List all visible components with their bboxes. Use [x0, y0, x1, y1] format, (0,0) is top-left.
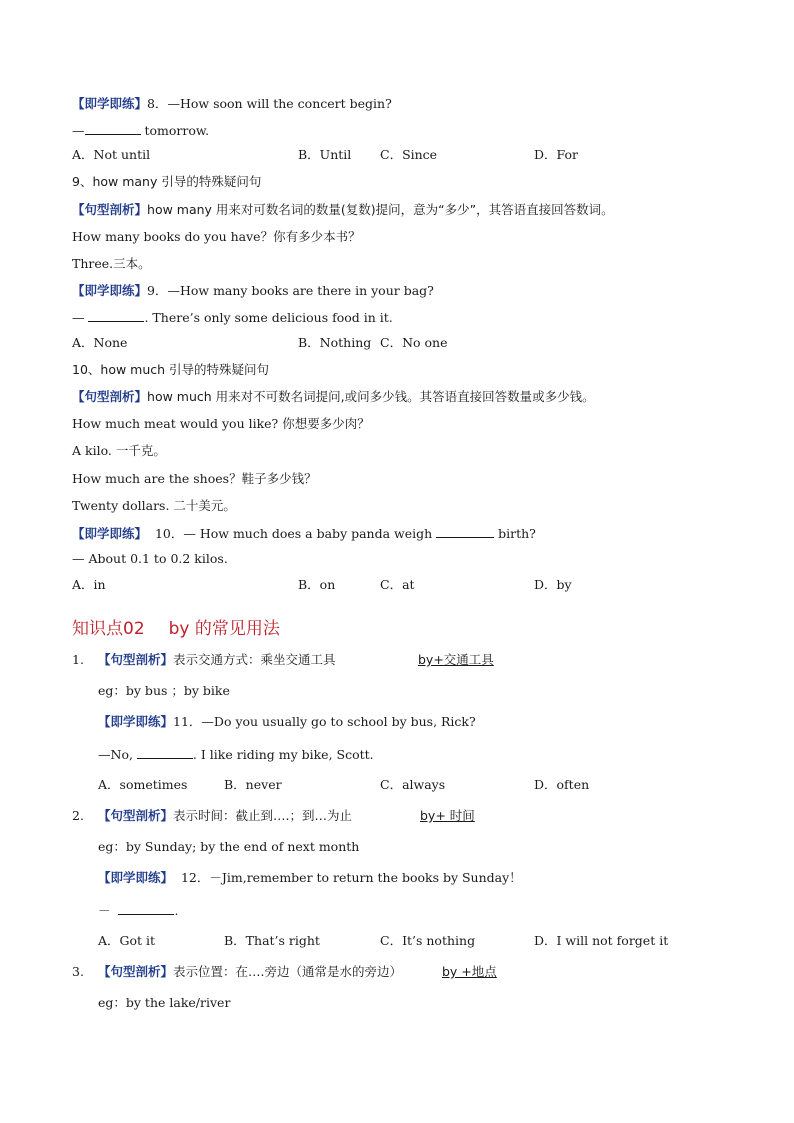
q10-option-b[interactable]: B．on	[298, 577, 336, 592]
q12-answer-line: － .	[98, 903, 179, 918]
answer-blank[interactable]	[118, 902, 174, 915]
section-10-title: 10、how much 引导的特殊疑问句	[72, 362, 270, 377]
q9-option-a[interactable]: A．None	[72, 335, 128, 350]
q8-option-a[interactable]: A．Not until	[72, 147, 151, 162]
q10-option-c[interactable]: C．at	[380, 577, 415, 592]
q9-option-b[interactable]: B．Nothing	[298, 335, 372, 350]
section-9-analysis: 【句型剖析】how many 用来对可数名词的数量(复数)提问，意为“多少”，其答语直接回答数词。	[72, 202, 614, 217]
point-3-formula: by +地点	[442, 964, 497, 979]
practice-tag: 【即学即练】	[98, 714, 174, 729]
q10-answer-line: — About 0.1 to 0.2 kilos.	[72, 551, 228, 566]
q11-stem-line: 【即学即练】11．—Do you usually go to school by bus, Rick?	[98, 714, 476, 729]
q8-answer-line: — tomorrow.	[72, 123, 210, 138]
q11-option-a[interactable]: A．sometimes	[98, 777, 188, 792]
point-2-formula: by+ 时间	[420, 808, 475, 823]
analysis-tag: 【句型剖析】	[72, 202, 148, 217]
q10-option-a[interactable]: A．in	[72, 577, 106, 592]
q12-option-a[interactable]: A．Got it	[98, 933, 156, 948]
q8-stem-line	[72, 96, 392, 112]
point-2-example: eg：by Sunday; by the end of next month	[98, 839, 360, 854]
section-10-example-3: How much are the shoes？鞋子多少钱？	[72, 471, 317, 486]
q9-stem: 9．—How many books are there in your bag?	[147, 283, 434, 298]
q12-option-d[interactable]: D．I will not forget it	[534, 933, 669, 948]
answer-blank[interactable]	[85, 122, 141, 135]
q10-option-d[interactable]: D．by	[534, 577, 572, 592]
q8-option-c[interactable]: C．Since	[380, 147, 438, 162]
section-9-example-2: Three.三本。	[72, 256, 151, 271]
knowledge-point-title: by 的常见用法	[168, 619, 280, 639]
point-1-example: eg：by bus ；by bike	[98, 683, 230, 698]
q11-option-b[interactable]: B．never	[224, 777, 282, 792]
practice-tag: 【即学即练】	[72, 526, 148, 541]
section-10-example-1: How much meat would you like? 你想要多少肉？	[72, 416, 370, 431]
analysis-tag: 【句型剖析】	[72, 389, 148, 404]
point-2-analysis: 【句型剖析】表示时间：截止到….；到…为止	[98, 808, 352, 823]
q11-option-c[interactable]: C．always	[380, 777, 446, 792]
point-3-example: eg：by the lake/river	[98, 995, 231, 1010]
knowledge-point-heading	[72, 614, 280, 639]
q9-option-c[interactable]: C．No one	[380, 335, 448, 350]
section-10-example-4: Twenty dollars. 二十美元。	[72, 498, 236, 513]
point-2-number: 2.	[72, 808, 84, 823]
point-3-number: 3.	[72, 964, 84, 979]
point-1-number: 1.	[72, 652, 84, 667]
q12-option-b[interactable]: B．That’s right	[224, 933, 320, 948]
q9-answer-line: — . There’s only some delicious food in it.	[72, 310, 393, 325]
section-9-title: 9、how many 引导的特殊疑问句	[72, 174, 262, 189]
q11-option-d[interactable]: D．often	[534, 777, 590, 792]
q12-option-c[interactable]: C．It’s nothing	[380, 933, 476, 948]
q8-stem: 8．—How soon will the concert begin?	[147, 96, 392, 111]
knowledge-point-label: 知识点02	[72, 619, 145, 639]
q9-stem-line	[72, 283, 434, 299]
answer-blank[interactable]	[88, 309, 144, 322]
q12-stem-line: 【即学即练】 12．－Jim,remember to return the books by Sunday！	[98, 870, 522, 885]
q8-option-d[interactable]: D．For	[534, 147, 579, 162]
q11-answer-line: —No, . I like riding my bike, Scott.	[98, 747, 374, 762]
practice-tag: 【即学即练】	[72, 96, 148, 111]
section-9-example-1: How many books do you have？你有多少本书？	[72, 229, 361, 244]
q8-option-b[interactable]: B．Until	[298, 147, 352, 162]
practice-tag: 【即学即练】	[98, 870, 174, 885]
section-10-analysis: 【句型剖析】how much 用来对不可数名词提问,或问多少钱。其答语直接回答数量或多少钱。	[72, 389, 595, 404]
point-1-formula: by+交通工具	[418, 652, 494, 667]
point-1-analysis: 【句型剖析】表示交通方式：乘坐交通工具	[98, 652, 336, 667]
answer-blank[interactable]	[436, 525, 494, 538]
point-3-analysis: 【句型剖析】表示位置：在….旁边（通常是水的旁边）	[98, 964, 402, 979]
q10-stem-line: 【即学即练】 10．— How much does a baby panda weigh birth?	[72, 526, 536, 541]
section-10-example-2: A kilo. 一千克。	[72, 443, 166, 458]
practice-tag: 【即学即练】	[72, 283, 148, 298]
answer-blank[interactable]	[137, 746, 193, 759]
